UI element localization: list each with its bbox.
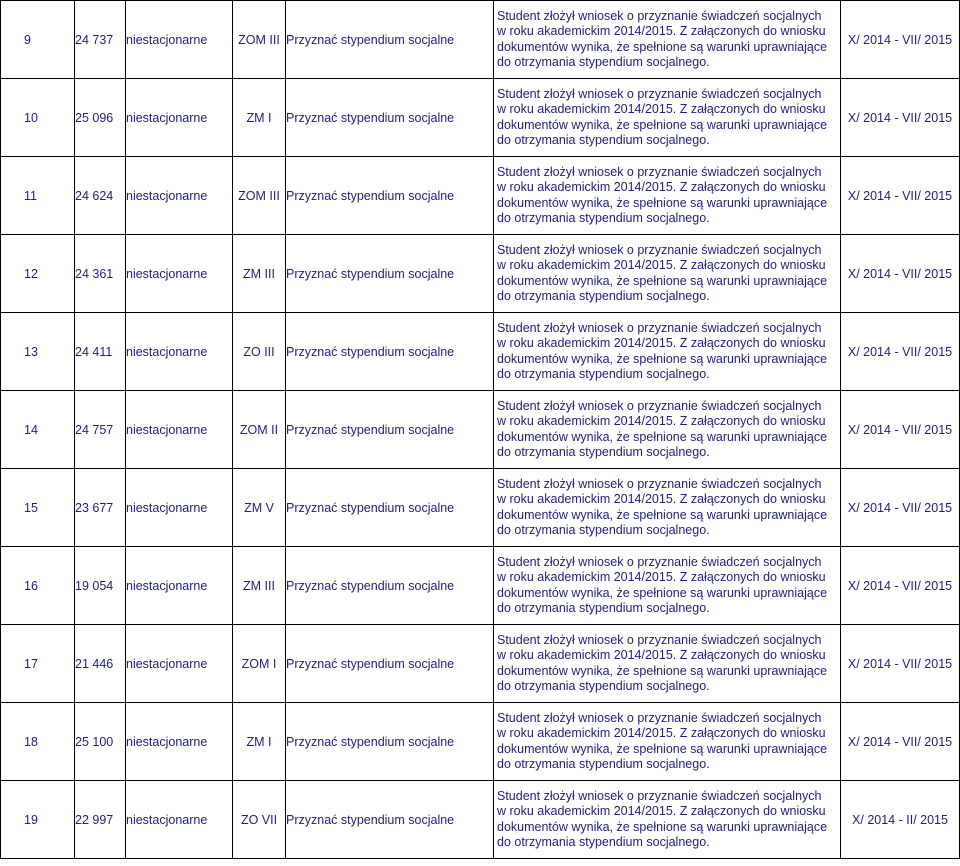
study-group: ZOM II bbox=[233, 391, 286, 469]
decision: Przyznać stypendium socjalne bbox=[286, 547, 494, 625]
decision: Przyznać stypendium socjalne bbox=[286, 1, 494, 79]
row-number: 14 bbox=[1, 391, 75, 469]
justification: Student złożył wniosek o przyznanie świadczeń socjalnych w roku akademickim 2014/2015. Z załączonych do wniosku dokumentów wynika, że spełnione są warunki uprawniające do otrzymania stypendium socjalnego. bbox=[494, 469, 841, 547]
justification: Student złożył wniosek o przyznanie świadczeń socjalnych w roku akademickim 2014/2015. Z załączonych do wniosku dokumentów wynika, że spełnione są warunki uprawniające do otrzymania stypendium socjalnego. bbox=[494, 391, 841, 469]
study-mode: niestacjonarne bbox=[126, 625, 233, 703]
table-row bbox=[1, 625, 960, 703]
study-mode: niestacjonarne bbox=[126, 79, 233, 157]
decision: Przyznać stypendium socjalne bbox=[286, 781, 494, 859]
album-number: 24 411 bbox=[75, 313, 126, 391]
study-group: ZOM I bbox=[233, 625, 286, 703]
period: X/ 2014 - VII/ 2015 bbox=[841, 547, 960, 625]
study-mode: niestacjonarne bbox=[126, 469, 233, 547]
table-body bbox=[1, 1, 960, 859]
study-group: ZOM III bbox=[233, 1, 286, 79]
row-number: 9 bbox=[1, 1, 75, 79]
decision: Przyznać stypendium socjalne bbox=[286, 79, 494, 157]
table-row bbox=[1, 157, 960, 235]
justification: Student złożył wniosek o przyznanie świadczeń socjalnych w roku akademickim 2014/2015. Z załączonych do wniosku dokumentów wynika, że spełnione są warunki uprawniające do otrzymania stypendium socjalnego. bbox=[494, 703, 841, 781]
period: X/ 2014 - VII/ 2015 bbox=[841, 703, 960, 781]
study-mode: niestacjonarne bbox=[126, 391, 233, 469]
justification: Student złożył wniosek o przyznanie świadczeń socjalnych w roku akademickim 2014/2015. Z załączonych do wniosku dokumentów wynika, że spełnione są warunki uprawniające do otrzymania stypendium socjalnego. bbox=[494, 1, 841, 79]
decision: Przyznać stypendium socjalne bbox=[286, 469, 494, 547]
row-number: 18 bbox=[1, 703, 75, 781]
album-number: 25 100 bbox=[75, 703, 126, 781]
table-row bbox=[1, 1, 960, 79]
period: X/ 2014 - VII/ 2015 bbox=[841, 391, 960, 469]
study-mode: niestacjonarne bbox=[126, 781, 233, 859]
row-number: 11 bbox=[1, 157, 75, 235]
study-mode: niestacjonarne bbox=[126, 313, 233, 391]
period: X/ 2014 - VII/ 2015 bbox=[841, 469, 960, 547]
table-row bbox=[1, 313, 960, 391]
row-number: 19 bbox=[1, 781, 75, 859]
study-group: ZM I bbox=[233, 79, 286, 157]
row-number: 17 bbox=[1, 625, 75, 703]
period: X/ 2014 - VII/ 2015 bbox=[841, 235, 960, 313]
table-row bbox=[1, 391, 960, 469]
table-row bbox=[1, 235, 960, 313]
album-number: 24 737 bbox=[75, 1, 126, 79]
decision: Przyznać stypendium socjalne bbox=[286, 625, 494, 703]
decision: Przyznać stypendium socjalne bbox=[286, 235, 494, 313]
justification: Student złożył wniosek o przyznanie świadczeń socjalnych w roku akademickim 2014/2015. Z załączonych do wniosku dokumentów wynika, że spełnione są warunki uprawniające do otrzymania stypendium socjalnego. bbox=[494, 781, 841, 859]
study-group: ZM I bbox=[233, 703, 286, 781]
justification: Student złożył wniosek o przyznanie świadczeń socjalnych w roku akademickim 2014/2015. Z załączonych do wniosku dokumentów wynika, że spełnione są warunki uprawniające do otrzymania stypendium socjalnego. bbox=[494, 313, 841, 391]
row-number: 15 bbox=[1, 469, 75, 547]
period: X/ 2014 - VII/ 2015 bbox=[841, 625, 960, 703]
row-number: 13 bbox=[1, 313, 75, 391]
period: X/ 2014 - VII/ 2015 bbox=[841, 313, 960, 391]
period: X/ 2014 - VII/ 2015 bbox=[841, 79, 960, 157]
justification: Student złożył wniosek o przyznanie świadczeń socjalnych w roku akademickim 2014/2015. Z załączonych do wniosku dokumentów wynika, że spełnione są warunki uprawniające do otrzymania stypendium socjalnego. bbox=[494, 157, 841, 235]
period: X/ 2014 - VII/ 2015 bbox=[841, 157, 960, 235]
justification: Student złożył wniosek o przyznanie świadczeń socjalnych w roku akademickim 2014/2015. Z załączonych do wniosku dokumentów wynika, że spełnione są warunki uprawniające do otrzymania stypendium socjalnego. bbox=[494, 235, 841, 313]
period: X/ 2014 - II/ 2015 bbox=[841, 781, 960, 859]
study-mode: niestacjonarne bbox=[126, 1, 233, 79]
table-row bbox=[1, 781, 960, 859]
album-number: 25 096 bbox=[75, 79, 126, 157]
study-mode: niestacjonarne bbox=[126, 235, 233, 313]
table-row bbox=[1, 547, 960, 625]
decision: Przyznać stypendium socjalne bbox=[286, 391, 494, 469]
study-group: ZM V bbox=[233, 469, 286, 547]
period: X/ 2014 - VII/ 2015 bbox=[841, 1, 960, 79]
decision: Przyznać stypendium socjalne bbox=[286, 703, 494, 781]
table-row bbox=[1, 703, 960, 781]
study-group: ZO III bbox=[233, 313, 286, 391]
decision: Przyznać stypendium socjalne bbox=[286, 313, 494, 391]
study-group: ZOM III bbox=[233, 157, 286, 235]
album-number: 19 054 bbox=[75, 547, 126, 625]
table-row bbox=[1, 79, 960, 157]
row-number: 16 bbox=[1, 547, 75, 625]
album-number: 21 446 bbox=[75, 625, 126, 703]
album-number: 24 624 bbox=[75, 157, 126, 235]
study-group: ZO VII bbox=[233, 781, 286, 859]
row-number: 10 bbox=[1, 79, 75, 157]
study-mode: niestacjonarne bbox=[126, 547, 233, 625]
study-mode: niestacjonarne bbox=[126, 157, 233, 235]
album-number: 22 997 bbox=[75, 781, 126, 859]
study-group: ZM III bbox=[233, 235, 286, 313]
study-mode: niestacjonarne bbox=[126, 703, 233, 781]
justification: Student złożył wniosek o przyznanie świadczeń socjalnych w roku akademickim 2014/2015. Z załączonych do wniosku dokumentów wynika, że spełnione są warunki uprawniające do otrzymania stypendium socjalnego. bbox=[494, 547, 841, 625]
justification: Student złożył wniosek o przyznanie świadczeń socjalnych w roku akademickim 2014/2015. Z załączonych do wniosku dokumentów wynika, że spełnione są warunki uprawniające do otrzymania stypendium socjalnego. bbox=[494, 79, 841, 157]
study-group: ZM III bbox=[233, 547, 286, 625]
album-number: 23 677 bbox=[75, 469, 126, 547]
decision: Przyznać stypendium socjalne bbox=[286, 157, 494, 235]
row-number: 12 bbox=[1, 235, 75, 313]
album-number: 24 757 bbox=[75, 391, 126, 469]
table-row bbox=[1, 469, 960, 547]
album-number: 24 361 bbox=[75, 235, 126, 313]
justification: Student złożył wniosek o przyznanie świadczeń socjalnych w roku akademickim 2014/2015. Z załączonych do wniosku dokumentów wynika, że spełnione są warunki uprawniające do otrzymania stypendium socjalnego. bbox=[494, 625, 841, 703]
